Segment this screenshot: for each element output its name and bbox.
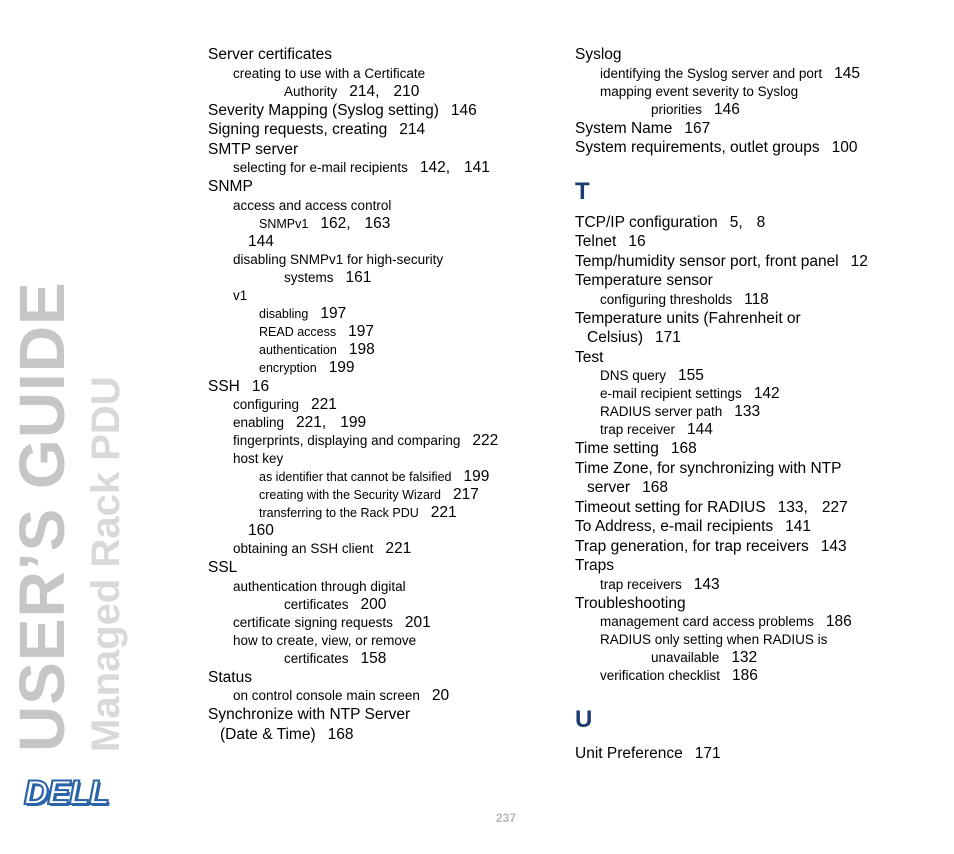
index-entry-cont: Celsius) 171 [587,329,681,346]
index-subsubentry: as identifier that cannot be falsified 199 [259,468,490,485]
index-subentry: configuring thresholds 118 [600,290,769,308]
index-subsubentry: transferring to the Rack PDU 221 [259,504,457,521]
index-subentry: trap receiver 144 [600,421,713,438]
index-entry: SMTP server [208,140,299,158]
index-subsubentry: encryption 199 [259,358,355,376]
index-entry: Troubleshooting [575,594,686,612]
index-entry: Severity Mapping (Syslog setting) 146 [208,101,477,119]
index-subentry-cont: Authority 214, 210 [284,82,420,100]
index-entry: SSH 16 [208,377,270,395]
index-subentry: obtaining an SSH client 221 [233,540,412,557]
index-entry: SSL [208,559,238,576]
index-subentry: configuring 221 [233,396,337,413]
index-subentry: on control console main screen 20 [233,687,450,704]
index-subentry: creating to use with a Certificate [233,65,426,81]
index-column-left [208,45,553,744]
index-subentry: how to create, view, or remove [233,632,417,648]
index-entry: Status [208,668,252,686]
index-subentry: fingerprints, displaying and comparing 222 [233,432,499,449]
index-entry: Trap generation, for trap receivers 143 [575,537,847,555]
index-entry: Time setting 168 [575,440,697,457]
index-subsubentry: creating with the Security Wizard 217 [259,486,479,503]
index-subentry: verification checklist 186 [600,667,758,684]
index-subentry-cont: certificates 158 [284,649,387,667]
index-subentry: authentication through digital [233,578,406,594]
index-entry: Signing requests, creating 214 [208,121,426,138]
index-entry: System requirements, outlet groups 100 [575,139,858,156]
index-subsubentry: authentication 198 [259,340,375,358]
section-letter-u: U [575,706,593,733]
index-subentry: trap receivers 143 [600,575,720,593]
index-entry-cont: (Date & Time) 168 [220,725,354,743]
index-subsubentry: READ access 197 [259,322,374,340]
index-subentry: certificate signing requests 201 [233,613,431,631]
index-entry: Telnet 16 [575,233,646,250]
index-subentry: identifying the Syslog server and port 145 [600,64,860,82]
index-subsubentry: SNMPv1 162, 163 [259,214,391,232]
section-letter-t: T [575,177,590,205]
index-entry: Temperature units (Fahrenheit or [575,309,801,327]
index-subentry: DNS query 155 [600,367,704,384]
index-subentry: RADIUS server path 133 [600,403,761,420]
index-entry: Test [575,348,604,366]
index-subentry: management card access problems 186 [600,613,852,630]
index-subsubentry: disabling 197 [259,304,347,322]
index-entry: Traps [575,557,615,574]
index-entry: SNMP [208,178,253,195]
index-entry: Timeout setting for RADIUS 133, 227 [575,498,848,516]
page-number: 237 [496,811,517,825]
index-entry-cont: server 168 [587,479,668,496]
index-entry: TCP/IP configuration 5, 8 [575,213,766,231]
index-subentry: host key [233,451,284,466]
index-subsubentry-cont: 160 [248,522,274,539]
index-column-right [575,45,920,764]
index-subentry: mapping event severity to Syslog [600,83,799,99]
sidebar-subtitle: Managed Rack PDU [84,376,128,752]
index-subentry: v1 [233,287,248,303]
index-subentry: enabling 221, 199 [233,414,367,431]
index-subentry-cont: certificates 200 [284,595,387,613]
index-subentry: access and access control [233,197,392,213]
index-entry: Temperature sensor [575,272,713,289]
index-entry: Time Zone, for synchronizing with NTP [575,459,842,477]
index-subentry-cont: priorities 146 [651,100,740,118]
sidebar-title: USER’S GUIDE [6,281,78,752]
index-subentry: disabling SNMPv1 for high-security [233,251,444,267]
index-entry: System Name 167 [575,119,711,137]
index-entry: To Address, e-mail recipients 141 [575,518,812,535]
index-subentry: selecting for e-mail recipients 142, 141 [233,159,490,176]
index-entry: Syslog [575,46,622,63]
index-entry: Server certificates [208,46,333,63]
index-subentry: e-mail recipient settings 142 [600,385,780,402]
dell-logo: DELL [24,774,109,812]
index-entry: Synchronize with NTP Server [208,706,411,723]
index-subentry-cont: systems 161 [284,268,372,286]
index-entry: Unit Preference 171 [575,745,721,762]
index-subentry: RADIUS only setting when RADIUS is [600,632,828,647]
index-subentry-cont: unavailable 132 [651,649,758,666]
index-subsubentry-cont: 144 [248,232,274,250]
index-entry: Temp/humidity sensor port, front panel 12 [575,252,868,270]
